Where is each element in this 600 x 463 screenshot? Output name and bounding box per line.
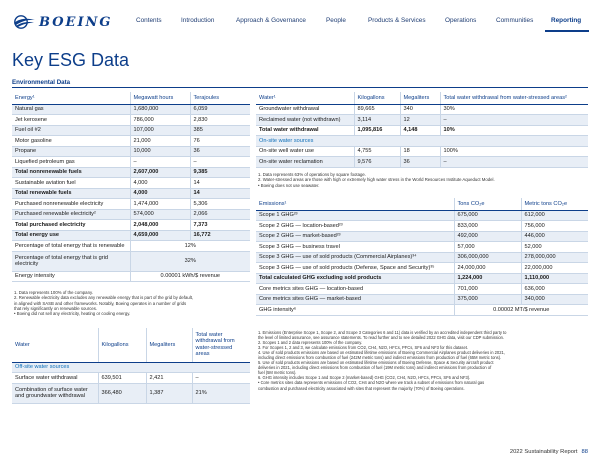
table-cell: Scope 3 GHG — use of sold products (Commercial Airplanes)³⁴	[256, 252, 454, 263]
table-row	[256, 242, 588, 253]
table-cell: Scope 2 GHG — location-based²³	[256, 221, 454, 232]
table-cell: 306,000,000	[454, 252, 521, 263]
table-cell: 89,665	[354, 104, 400, 115]
section-header	[12, 78, 588, 88]
table-cell: 14	[190, 188, 250, 199]
table-cell: 4,000	[130, 188, 190, 199]
table-cell: 3,114	[354, 115, 400, 126]
page-title: Key ESG Data	[12, 50, 130, 70]
table-cell: Motor gasoline	[12, 136, 130, 147]
table-cell: 492,000	[454, 231, 521, 242]
table-cell: Surface water withdrawal	[12, 373, 98, 384]
table-row	[12, 157, 250, 168]
footnote: 5. Use of sold products emissions are based on estimated lifetime emissions of Boeing Defense, Space & Security aircraft product	[258, 360, 494, 366]
table-cell: 833,000	[454, 221, 521, 232]
table-row	[12, 241, 250, 252]
emissions-header: Emissions¹	[256, 198, 454, 210]
table-row	[12, 362, 250, 373]
offsite-water-table	[12, 328, 250, 404]
footnote: 4. Use of sold products emissions are based on estimated lifetime emissions of Boeing Commercial Airplanes product deliveries in 2021,	[258, 350, 505, 356]
table-cell: 6,059	[190, 104, 250, 115]
page-footer	[510, 449, 588, 455]
footnote: 6. GHG intensity includes Scope 1 and Scope 2 (market-based) GHG (CO2, CH4, N2O, HFCs, PFCs, SF6 and NF3).	[258, 375, 471, 381]
table-cell: 4,000	[130, 178, 190, 189]
table-cell: 4,148	[400, 125, 440, 136]
table-cell: Sustainable aviation fuel	[12, 178, 130, 189]
stress-header: Total water withdrawal from water-stressed areas²	[440, 92, 588, 104]
table-cell: Total water withdrawal	[256, 125, 354, 136]
table-row	[256, 157, 588, 168]
table-cell: –	[192, 373, 250, 384]
table-cell: Fuel oil #2	[12, 125, 130, 136]
table-cell: 0.00001 kWh/$ revenue	[130, 271, 250, 282]
table-cell: Propane	[12, 146, 130, 157]
table-row	[256, 263, 588, 274]
table-cell: 1,095,816	[354, 125, 400, 136]
table-cell: 639,501	[98, 373, 146, 384]
nav-reporting[interactable]: Reporting	[551, 17, 582, 24]
table-cell: 385	[190, 125, 250, 136]
table-row	[256, 294, 588, 305]
water-header: Water¹	[256, 92, 354, 104]
table-row	[256, 221, 588, 232]
table-cell: On-site water sources	[256, 136, 588, 147]
table-cell: 21%	[192, 383, 250, 403]
mwh-header: Megawatt hours	[130, 92, 190, 104]
table-cell: Total calculated GHG excluding sold products	[256, 273, 454, 284]
table-cell: 2,066	[190, 209, 250, 220]
nav-approach-governance[interactable]: Approach & Governance	[236, 17, 306, 24]
boeing-logo[interactable]	[12, 14, 113, 30]
water2-header: Water	[12, 328, 98, 362]
kgal-header: Kilogallons	[354, 92, 400, 104]
table-cell: 446,000	[521, 231, 588, 242]
table-row	[256, 146, 588, 157]
table-cell: 1,224,000	[454, 273, 521, 284]
footnote: in aligned with SASB and other frameworks. Notably, Boeing operates in a number of grids	[14, 300, 187, 306]
table-cell: 32%	[130, 251, 250, 271]
table-cell: Scope 3 GHG — use of sold products (Defense, Space and Security)³⁵	[256, 263, 454, 274]
table-cell: –	[190, 157, 250, 168]
table-cell: 36	[190, 146, 250, 157]
footnote: 3. For Scopes 1, 2 and 3, we calculate emissions from CO2, CH4, N2O, HFCs, PFCs, SF6 and NF3 for this dataset.	[258, 345, 468, 351]
kgal2-header: Kilogallons	[98, 328, 146, 362]
table-cell: 2,421	[146, 373, 192, 384]
table-row	[12, 209, 250, 220]
table-cell: Scope 1 GHG²³	[256, 210, 454, 221]
table-cell: 375,000	[454, 294, 521, 305]
table-cell: 7,373	[190, 220, 250, 231]
nav-people[interactable]: People	[326, 17, 346, 24]
footnote: • Boeing did not sell any electricity, heating or cooling energy.	[14, 311, 131, 317]
table-cell: 340,000	[521, 294, 588, 305]
table-row	[12, 383, 250, 403]
table-cell: Percentage of total energy that is renewable	[12, 241, 130, 252]
nav-introduction[interactable]: Introduction	[181, 17, 215, 24]
table-cell: 340	[400, 104, 440, 115]
table-row	[12, 271, 250, 282]
footnote: the level of limited assurance, see assurance statements. To read further and to see detailed 2022 GHG data, visit our CDP submission.	[258, 335, 505, 341]
report-name: 2022 Sustainability Report	[509, 449, 578, 455]
table-cell: 52,000	[521, 242, 588, 253]
table-row	[12, 115, 250, 126]
table-cell: On-site well water use	[256, 146, 354, 157]
table-cell: 18	[400, 146, 440, 157]
energy-table	[12, 92, 250, 282]
table-row	[12, 199, 250, 210]
table-cell: –	[440, 157, 588, 168]
table-cell: Jet kerosene	[12, 115, 130, 126]
footnote: 1. Data represents 63% of operations by square footage.	[258, 172, 366, 177]
table-cell: Liquefied petroleum gas	[12, 157, 130, 168]
table-cell: Combination of surface water and groundwater withdrawal	[12, 383, 98, 403]
table-row	[256, 273, 588, 284]
table-cell: 675,000	[454, 210, 521, 221]
metric-tons-header: Metric tons CO₂e	[521, 198, 588, 210]
table-cell: 22,000,000	[521, 263, 588, 274]
footnote: including direct emissions from combustion of fuel (242M metric tons) and indirect emissions from production of fuel (65M metric tons).	[258, 355, 502, 361]
table-cell: 701,000	[454, 284, 521, 295]
table-row	[12, 251, 250, 271]
table-row	[12, 188, 250, 199]
table-cell: 36	[400, 157, 440, 168]
footnote: • Boeing does not use seawater.	[258, 182, 320, 188]
nav-contents[interactable]: Contents	[136, 17, 162, 24]
energy-notes	[14, 290, 193, 316]
table-cell: 574,000	[130, 209, 190, 220]
table-cell: 612,000	[521, 210, 588, 221]
footnote: fuel (5M metric tons).	[258, 370, 297, 376]
table-row	[12, 230, 250, 241]
table-cell: On-site water reclamation	[256, 157, 354, 168]
ml2-header: Megaliters	[146, 328, 192, 362]
table-cell: Total purchased electricity	[12, 220, 130, 231]
table-cell: 10%	[440, 125, 588, 136]
table-cell: 366,480	[98, 383, 146, 403]
table-cell: 10,000	[130, 146, 190, 157]
table-cell: Scope 3 GHG — business travel	[256, 242, 454, 253]
water-notes	[258, 172, 495, 188]
tj-header: Terajoules	[190, 92, 250, 104]
nav-communities[interactable]: Communities	[496, 17, 534, 24]
nav-products-services[interactable]: Products & Services	[368, 17, 426, 24]
table-cell: 0.00002 MT/$ revenue	[454, 305, 588, 316]
table-cell: 76	[190, 136, 250, 147]
table-cell: 4,659,000	[130, 230, 190, 241]
table-cell: Natural gas	[12, 104, 130, 115]
tons-header: Tons CO₂e	[454, 198, 521, 210]
table-cell: 100%	[440, 146, 588, 157]
stress2-header: Total water withdrawal from water-stressed areas	[192, 328, 250, 362]
table-row	[256, 231, 588, 242]
table-cell: Purchased nonrenewable electricity	[12, 199, 130, 210]
table-cell: Purchased renewable electricity²	[12, 209, 130, 220]
table-cell: Off-site water sources	[12, 362, 250, 373]
table-cell: 278,000,000	[521, 252, 588, 263]
table-cell: 756,000	[521, 221, 588, 232]
footnote: 1. Emissions (Enterprise Scope 1, Scope 2, and Scope 3 Categories 6 and 11) data is verified by an accredited independent third party to	[258, 330, 507, 335]
table-cell: 16,772	[190, 230, 250, 241]
table-cell: 2,607,000	[130, 167, 190, 178]
table-cell: 30%	[440, 104, 588, 115]
table-cell: –	[130, 157, 190, 168]
table-row	[12, 167, 250, 178]
nav-active-indicator	[545, 30, 589, 32]
table-row	[12, 178, 250, 189]
table-cell: –	[440, 115, 588, 126]
table-cell: 1,110,000	[521, 273, 588, 284]
table-row	[12, 220, 250, 231]
table-cell: Total nonrenewable fuels	[12, 167, 130, 178]
table-cell: 636,000	[521, 284, 588, 295]
table-row	[256, 252, 588, 263]
table-cell: 12%	[130, 241, 250, 252]
footnote: 2. Water-stressed areas are those with high or extremely high water stress in the World Resources Institute Aqueduct Model.	[258, 177, 495, 183]
emissions-notes	[258, 330, 506, 391]
table-cell: Percentage of total energy that is grid electricity	[12, 251, 130, 271]
table-row	[256, 305, 588, 316]
table-cell: 2,830	[190, 115, 250, 126]
water-table	[256, 92, 588, 168]
energy-header: Energy¹	[12, 92, 130, 104]
table-row	[256, 284, 588, 295]
top-nav-bar	[0, 0, 600, 40]
table-row	[12, 373, 250, 384]
table-row	[256, 115, 588, 126]
table-cell: 4,755	[354, 146, 400, 157]
footnote: • Core metrics sites data represents emissions of CO2, CH4 and N2O where we track a subset of emissions from natural gas	[258, 380, 485, 386]
table-cell: 5,306	[190, 199, 250, 210]
table-row	[12, 136, 250, 147]
emissions-table	[256, 198, 588, 316]
table-cell: 2,048,000	[130, 220, 190, 231]
table-cell: 57,000	[454, 242, 521, 253]
table-cell: Core metrics sites GHG — location-based	[256, 284, 454, 295]
table-cell: 21,000	[130, 136, 190, 147]
footnote: 2. Scopes 1 and 2 data represents 100% of the company.	[258, 340, 363, 346]
footnote: 1. Data represents 100% of the company.	[14, 290, 93, 295]
boeing-globe-icon	[12, 15, 36, 29]
table-row	[12, 104, 250, 115]
footnote: combustion and purchased electricity associated with sites that represent the majority (70%) of Boeing operations.	[258, 385, 465, 391]
table-cell: 1,387	[146, 383, 192, 403]
table-cell: 14	[190, 178, 250, 189]
table-cell: 107,000	[130, 125, 190, 136]
footnote: 2. Renewable electricity data excludes any renewable energy that is part of the grid by default,	[14, 295, 194, 301]
footnote: that rely significantly on renewable sources.	[14, 305, 98, 311]
nav-operations[interactable]: Operations	[445, 17, 477, 24]
table-row	[256, 210, 588, 221]
table-cell: Total energy use	[12, 230, 130, 241]
table-cell: 24,000,000	[454, 263, 521, 274]
table-row	[256, 104, 588, 115]
table-cell: Scope 2 GHG — market-based²³	[256, 231, 454, 242]
table-cell: Core metrics sites GHG — market-based	[256, 294, 454, 305]
table-cell: 9,576	[354, 157, 400, 168]
table-cell: GHG intensity⁶	[256, 305, 454, 316]
table-cell: 12	[400, 115, 440, 126]
table-row	[256, 125, 588, 136]
table-cell: 786,000	[130, 115, 190, 126]
table-cell: 9,385	[190, 167, 250, 178]
section-title: Environmental Data	[12, 79, 71, 86]
table-cell: Groundwater withdrawal	[256, 104, 354, 115]
brand-wordmark: BOEING	[39, 14, 113, 30]
table-row	[12, 146, 250, 157]
table-cell: Energy intensity	[12, 271, 130, 282]
table-row	[12, 125, 250, 136]
table-cell: 1,474,000	[130, 199, 190, 210]
table-cell: Total renewable fuels	[12, 188, 130, 199]
footnote: deliveries in 2021, including direct emissions from combustion of fuel (19M metric tons) and indirect emissions from production of	[258, 365, 492, 371]
table-row	[256, 136, 588, 147]
page-number: 88	[581, 449, 588, 455]
table-cell: Reclaimed water (not withdrawn)	[256, 115, 354, 126]
ml-header: Megaliters	[400, 92, 440, 104]
table-cell: 1,680,000	[130, 104, 190, 115]
